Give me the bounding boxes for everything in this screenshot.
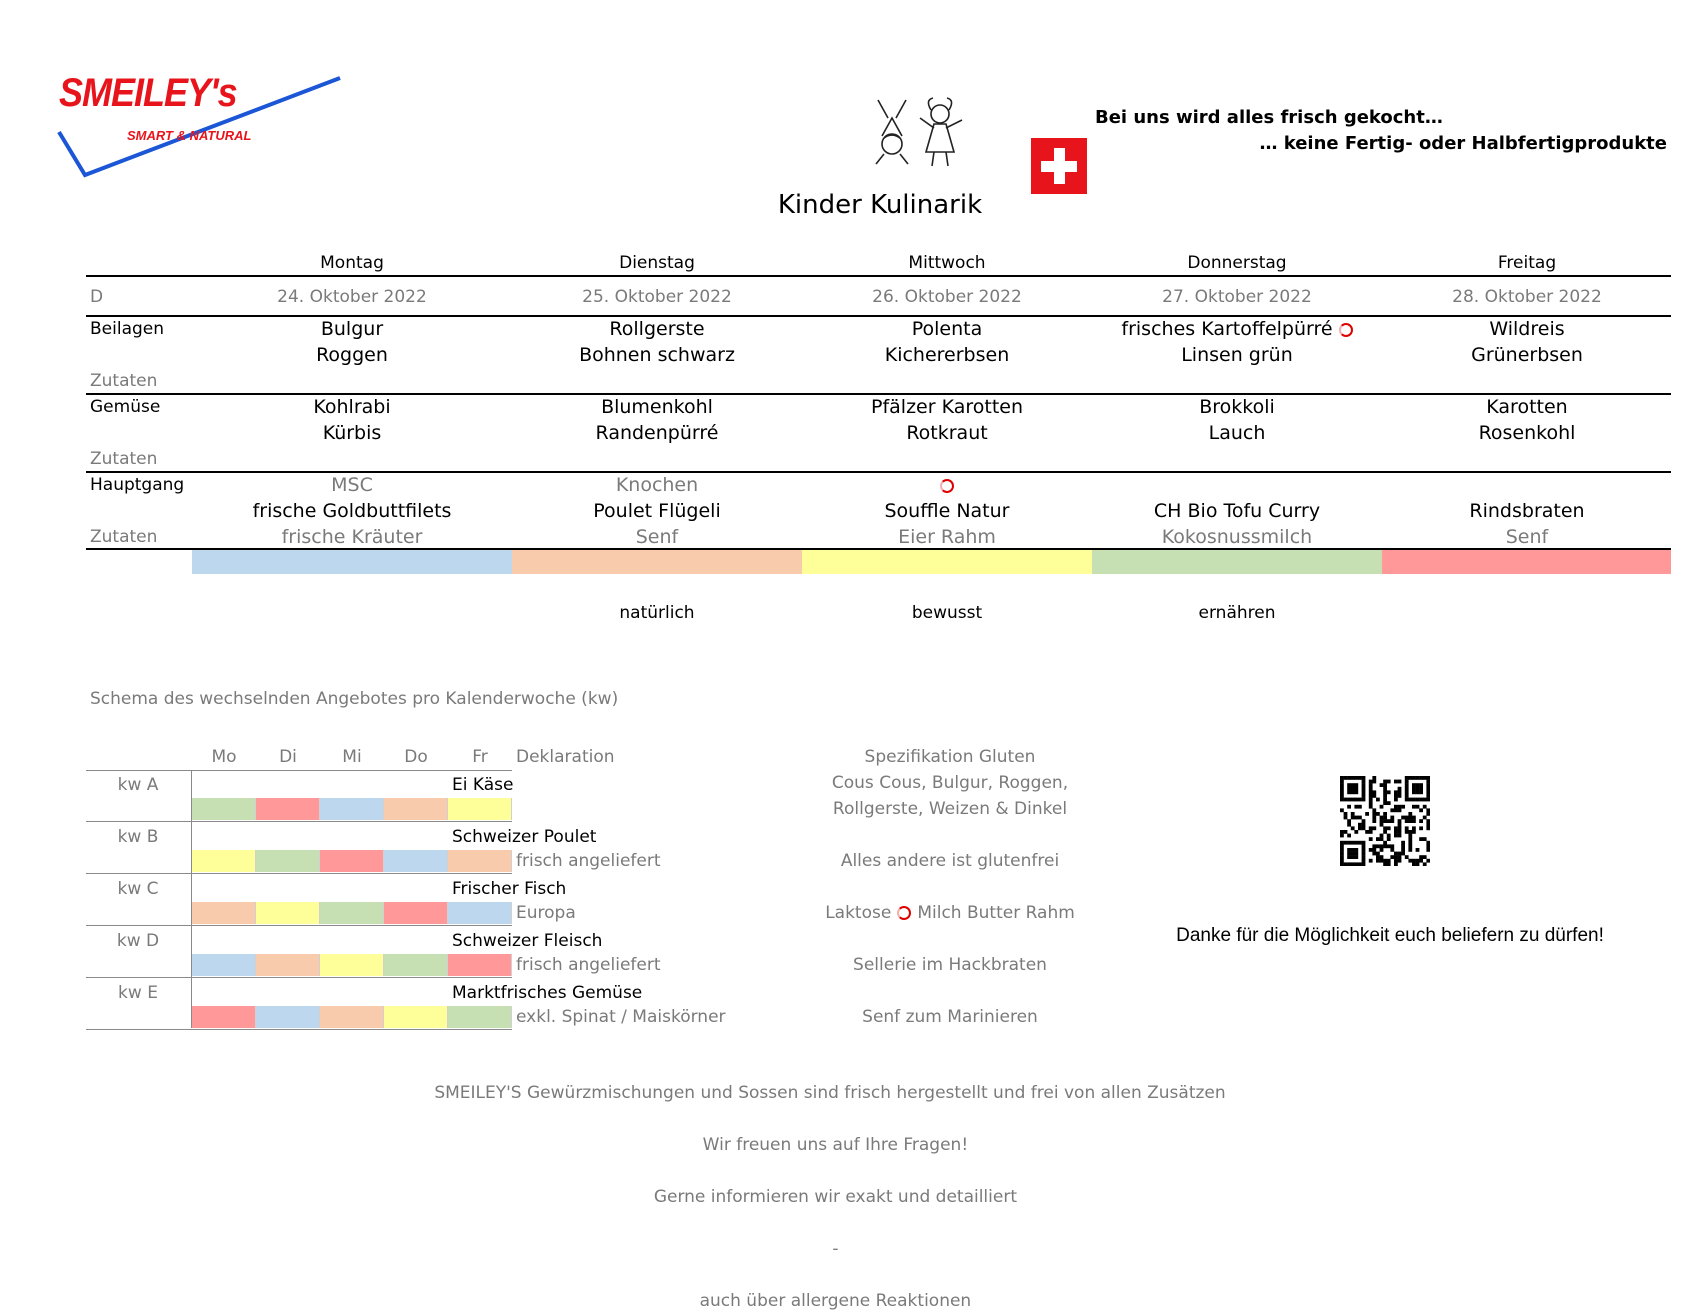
schema-color-cell <box>256 954 320 976</box>
zutaten-label: Zutaten <box>90 449 158 469</box>
hauptgang-friday <box>1382 472 1672 550</box>
lactose-marker-icon <box>1339 323 1353 337</box>
hauptgang-label: Hauptgang <box>90 475 185 495</box>
main-dish: Souffle Natur <box>884 500 1010 522</box>
schema-color-cell <box>384 850 448 872</box>
date-wednesday: 26. Oktober 2022 <box>872 287 1022 307</box>
beilagen-friday <box>1382 316 1672 368</box>
dish: Blumenkohl <box>601 396 713 418</box>
schema-color-cell <box>192 850 256 872</box>
dish: frisches Kartoffelpürré <box>1121 318 1333 340</box>
motto-row <box>512 600 1382 626</box>
date-monday: 24. Oktober 2022 <box>277 287 427 307</box>
dish: Lauch <box>1208 422 1266 444</box>
dish: Randenpürré <box>595 422 719 444</box>
beilagen-tuesday <box>512 316 802 368</box>
schema-color-cell <box>448 850 512 872</box>
date-thursday: 27. Oktober 2022 <box>1162 287 1312 307</box>
gemuese-wednesday <box>802 394 1092 446</box>
divider <box>86 821 512 822</box>
divider <box>86 770 512 771</box>
logo-tagline: SMART & NATURAL <box>127 128 252 143</box>
hauptgang-monday <box>192 472 512 550</box>
ingredients: Eier Rahm <box>898 526 996 548</box>
kw-label: kw B <box>117 827 159 847</box>
day-color-segment <box>192 550 512 574</box>
divider <box>86 977 512 978</box>
qr-code-icon[interactable] <box>1340 776 1430 866</box>
schema-day: Fr <box>472 747 488 767</box>
schema-color-cell <box>192 902 256 924</box>
day-header-thursday: Donnerstag <box>1187 253 1287 273</box>
day-header-wednesday: Mittwoch <box>908 253 986 273</box>
divider <box>86 873 512 874</box>
declaration: Ei Käse <box>452 775 514 795</box>
schema-color-cell <box>256 1006 320 1028</box>
day-color-bar <box>192 550 1671 574</box>
footer-text: Gerne informieren wir exakt und detailliert <box>653 1187 1017 1207</box>
dish-note: Knochen <box>615 474 699 496</box>
day-color-segment <box>1382 550 1671 574</box>
spec-laktose-items: Milch Butter Rahm <box>917 903 1075 923</box>
beilagen-row <box>192 316 1672 368</box>
spec-sellerie: Sellerie im Hackbraten <box>853 955 1047 975</box>
gemuese-row <box>192 394 1672 446</box>
gemuese-label: Gemüse <box>90 397 161 417</box>
zutaten-label: Zutaten <box>90 527 158 547</box>
spec-line: Cous Cous, Bulgur, Roggen, <box>831 773 1069 793</box>
schema-color-cell <box>192 954 256 976</box>
main-dish: CH Bio Tofu Curry <box>1153 500 1321 522</box>
logo-brand: SMEILEY's <box>59 69 237 115</box>
ingredients: Senf <box>1505 526 1549 548</box>
declaration-detail: frisch angeliefert <box>516 851 661 871</box>
spec-block <box>770 744 1130 1030</box>
dish-note: MSC <box>331 474 373 496</box>
declaration: Marktfrisches Gemüse <box>452 983 643 1003</box>
declaration: Schweizer Poulet <box>452 827 597 847</box>
ingredients: Senf <box>635 526 679 548</box>
gemuese-monday <box>192 394 512 446</box>
schema-day: Do <box>404 747 428 767</box>
day-color-segment <box>1092 550 1382 574</box>
divider <box>86 275 1671 277</box>
day-header-friday: Freitag <box>1497 253 1557 273</box>
dish: Kohlrabi <box>313 396 391 418</box>
dish: Brokkoli <box>1199 396 1275 418</box>
main-dish: frische Goldbuttfilets <box>252 500 452 522</box>
ingredients: frische Kräuter <box>281 526 423 548</box>
schema-color-cell <box>320 850 384 872</box>
dish: Rotkraut <box>906 422 988 444</box>
declaration: Frischer Fisch <box>452 879 567 899</box>
spec-title: Spezifikation Gluten <box>864 747 1036 767</box>
kw-label: kw E <box>118 983 158 1003</box>
date-friday: 28. Oktober 2022 <box>1452 287 1602 307</box>
declaration: Schweizer Fleisch <box>452 931 603 951</box>
hauptgang-row <box>192 472 1672 550</box>
kw-label: kw D <box>116 931 160 951</box>
hauptgang-wednesday <box>802 472 1092 550</box>
schema-day: Di <box>279 747 297 767</box>
dish-note <box>1092 472 1382 498</box>
beilagen-label: Beilagen <box>90 319 165 339</box>
footer-text: auch über allergene Reaktionen <box>699 1291 972 1311</box>
schema-day-headers <box>192 744 512 770</box>
dish: Roggen <box>316 344 388 366</box>
footer-line-1: SMEILEY'S Gewürzmischungen und Sossen sind frisch hergestellt und frei von allen Zusätzen <box>434 1083 1226 1103</box>
date-tuesday: 25. Oktober 2022 <box>582 287 732 307</box>
lactose-marker-icon <box>940 479 954 493</box>
schema-day: Mi <box>342 747 362 767</box>
spec-laktose <box>770 900 1130 926</box>
page-title: Kinder Kulinarik <box>777 190 983 220</box>
footer-line-2 <box>300 1106 1360 1314</box>
schema-color-cell <box>320 902 384 924</box>
spec-laktose-label: Laktose <box>825 903 892 923</box>
day-color-segment <box>512 550 802 574</box>
kw-label: kw A <box>117 775 159 795</box>
declaration-detail: frisch angeliefert <box>516 955 661 975</box>
slogan-line-1: Bei uns wird alles frisch gekocht… <box>1095 107 1443 128</box>
zutaten-label: Zutaten <box>90 371 158 391</box>
footer-text: Wir freuen uns auf Ihre Fragen! <box>702 1135 969 1155</box>
schema-color-cell <box>384 1006 448 1028</box>
beilagen-wednesday <box>802 316 1092 368</box>
gemuese-tuesday <box>512 394 802 446</box>
schema-color-cell <box>384 954 448 976</box>
divider <box>86 925 512 926</box>
schema-color-cell <box>320 798 384 820</box>
kids-drawing-icon <box>862 96 972 168</box>
declaration-detail: exkl. Spinat / Maiskörner <box>516 1007 726 1027</box>
day-headers <box>192 250 1672 276</box>
slogan-line-2: … keine Fertig- oder Halbfertigprodukte <box>1259 133 1667 154</box>
kw-label: kw C <box>117 879 159 899</box>
schema-color-cell <box>256 850 320 872</box>
schema-color-cell <box>448 902 512 924</box>
schema-color-cell <box>256 902 320 924</box>
motto-word: bewusst <box>911 603 983 623</box>
day-header-tuesday: Dienstag <box>619 253 695 273</box>
gemuese-thursday <box>1092 394 1382 446</box>
date-row <box>192 284 1672 310</box>
dish: Grünerbsen <box>1471 344 1583 366</box>
dish: Bulgur <box>320 318 384 340</box>
beilagen-monday <box>192 316 512 368</box>
schema-color-cell <box>384 798 448 820</box>
dish: Pfälzer Karotten <box>871 396 1023 418</box>
thanks-text: Danke für die Möglichkeit euch beliefern zu dürfen! <box>1176 925 1604 946</box>
declaration-detail: Europa <box>516 903 576 923</box>
schema-color-cell <box>192 1006 256 1028</box>
swiss-flag-icon <box>1031 138 1087 194</box>
spec-senf: Senf zum Marinieren <box>862 1007 1038 1027</box>
gemuese-friday <box>1382 394 1672 446</box>
schema-day: Mo <box>211 747 237 767</box>
logo <box>55 70 345 180</box>
schema-color-cell <box>320 954 384 976</box>
day-header-monday: Montag <box>320 253 384 273</box>
lactose-marker-icon <box>897 906 911 920</box>
divider <box>86 1029 512 1030</box>
dish: Bohnen schwarz <box>579 344 735 366</box>
schema-title: Schema des wechselnden Angebotes pro Kalenderwoche (kw) <box>90 689 619 709</box>
hauptgang-tuesday <box>512 472 802 550</box>
motto-word: ernähren <box>1198 603 1276 623</box>
schema-color-cell <box>448 1006 512 1028</box>
motto-word: natürlich <box>619 603 695 623</box>
date-label: D <box>90 287 104 307</box>
declaration-header: Deklaration <box>516 747 615 767</box>
schema-color-cell <box>320 1006 384 1028</box>
dish: Polenta <box>911 318 983 340</box>
schema-color-cell <box>192 798 256 820</box>
day-color-segment <box>802 550 1092 574</box>
schema-color-cell <box>448 798 512 820</box>
dish: Linsen grün <box>1181 344 1293 366</box>
beilagen-thursday <box>1092 316 1382 368</box>
dish: Rollgerste <box>609 318 705 340</box>
dish: Kichererbsen <box>884 344 1010 366</box>
main-dish: Poulet Flügeli <box>593 500 721 522</box>
main-dish: Rindsbraten <box>1469 500 1585 522</box>
footer-text: - <box>832 1239 839 1259</box>
dish: Kürbis <box>322 422 382 444</box>
schema-color-cell <box>448 954 512 976</box>
dish: Karotten <box>1486 396 1568 418</box>
ingredients: Kokosnussmilch <box>1161 526 1313 548</box>
dish: Wildreis <box>1489 318 1565 340</box>
hauptgang-thursday <box>1092 472 1382 550</box>
dish: Rosenkohl <box>1478 422 1576 444</box>
spec-gluten-free: Alles andere ist glutenfrei <box>840 851 1060 871</box>
dish-note <box>1382 472 1672 498</box>
schema-color-cell <box>256 798 320 820</box>
spec-line: Rollgerste, Weizen & Dinkel <box>832 799 1068 819</box>
schema-color-cell <box>384 902 448 924</box>
